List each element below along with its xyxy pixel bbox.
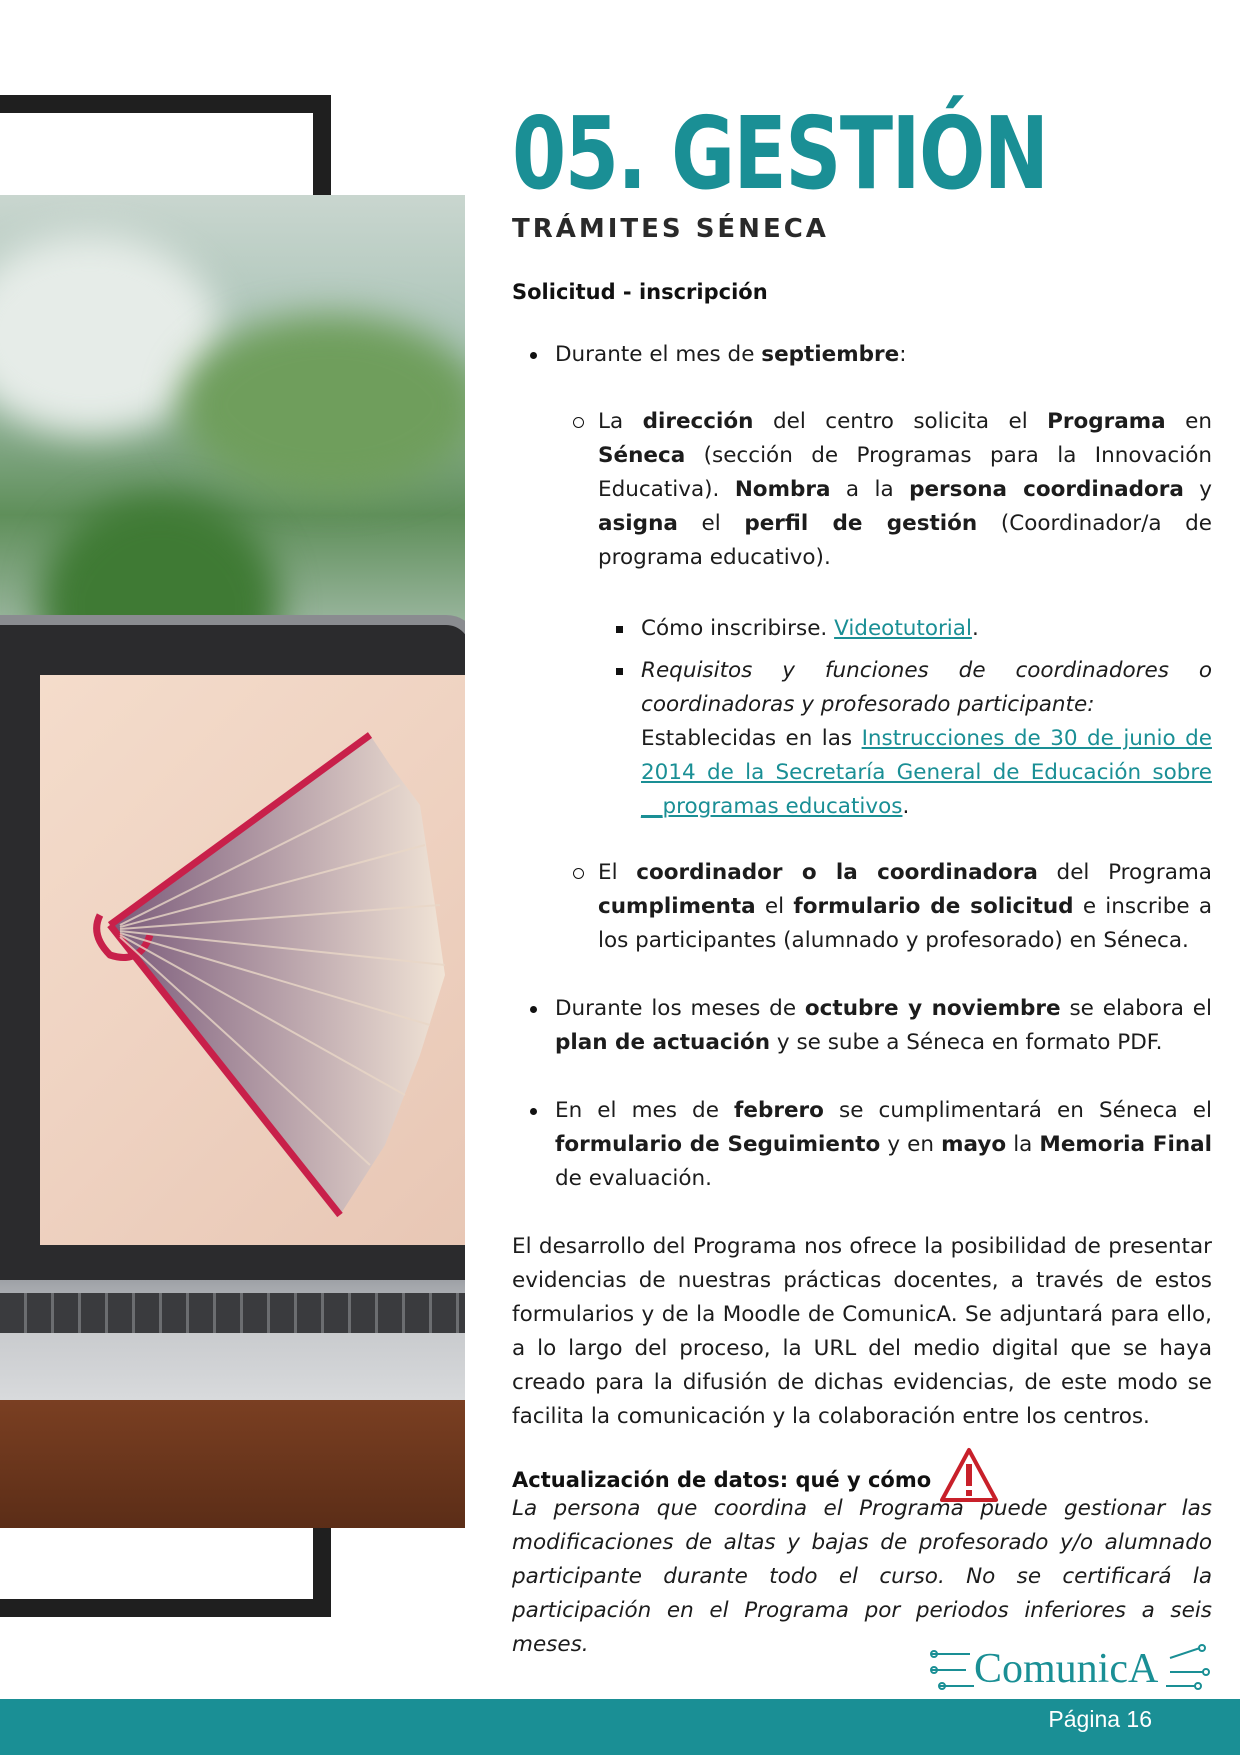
page-title: 05. GESTIÓN (512, 95, 1048, 212)
open-book-illustration (40, 675, 465, 1245)
sub-item-coordinador: El coordinador o la coordinadora del Programa cumplimenta el formulario de solicitud e inscribe a los participantes (alumnado y profesorado) en Séneca. (555, 856, 1212, 958)
actualizacion-paragraph: La persona que coordina el Programa puede gestionar las modificaciones de altas y bajas de profesorado y/o alumnado participante durante todo el curso. No se certificará la participación en el Programa por periodos inferiores a seis meses. (512, 1496, 1212, 1657)
section-heading-solicitud: Solicitud - inscripción (512, 280, 768, 304)
laptop-keyboard (0, 1293, 465, 1333)
section-heading-actualizacion: Actualización de datos: qué y cómo (512, 1468, 932, 1492)
svg-text:ComunicA: ComunicA (974, 1646, 1159, 1692)
comunica-logo (930, 1640, 1212, 1696)
evidencias-paragraph: El desarrollo del Programa nos ofrece la posibilidad de presentar evidencias de nuestras prácticas docentes, a través de estos formularios y de la Moodle de ComunicA. Se adjuntará para ello, a lo largo del proceso, la URL del medio digital que se haya creado para la difusión de dichas evidencias, de este modo se facilita la comunicación y la colaboración entre los centros. (512, 1234, 1212, 1429)
square-item-requisitos: Requisitos y funciones de coordinadores o coordinadoras y profesorado participante: Establecidas en las Instrucciones de 30 de junio de 2014 de la Secretaría General de Educación sobre __programas educativos. (598, 654, 1212, 824)
list-item-septiembre: Durante el mes de septiembre: La dirección del centro solicita el Programa en Séneca (sección de Programas para la Innovación Educativa). Nombra a la persona coordinadora y asigna el perfil de gestión (Coordinador/a de programa educativo). Cómo inscribirse. Videotutorial. Requisitos y funciones de coordinadores o coordinadoras y profesorado participante: Establecidas en las Instrucciones de 30 de junio de 2014 de la Secretaría General de Educación sobre __programas educativos. El coordinador o la coordinadora del Programa cumplimenta el formulario de solicitud e inscribe a los participantes (alumnado y profesorado) en Séneca. (512, 338, 1212, 958)
square-list (598, 612, 1212, 824)
page-number: Página 16 (1048, 1706, 1152, 1732)
square-item-inscribirse: Cómo inscribirse. Videotutorial. (598, 612, 1212, 646)
laptop-screen (40, 675, 465, 1245)
laptop-book-photo (0, 195, 465, 1528)
comunica-circuit-icon (930, 1640, 1212, 1696)
sub-item-direccion: La dirección del centro solicita el Programa en Séneca (sección de Programas para la Innovación Educativa). Nombra a la persona coordinadora y asigna el perfil de gestión (Coordinador/a de programa educativo). Cómo inscribirse. Videotutorial. Requisitos y funciones de coordinadores o coordinadoras y profesorado participante: Establecidas en las Instrucciones de 30 de junio de 2014 de la Secretaría General de Educación sobre __programas educativos. (555, 405, 1212, 824)
main-content (512, 95, 1213, 1662)
warning-triangle-icon (938, 1446, 1000, 1504)
instrucciones-link[interactable]: Instrucciones de 30 de junio de 2014 de la Secretaría General de Educación sobre __programas educativos (641, 726, 1212, 819)
page-subtitle: TRÁMITES SÉNECA (512, 214, 829, 244)
wooden-table (0, 1400, 465, 1528)
main-bullet-list (512, 338, 1212, 1196)
list-item-octubre: Durante los meses de octubre y noviembre se elabora el plan de actuación y se sube a Séneca en formato PDF. (512, 992, 1212, 1060)
list-item-febrero: En el mes de febrero se cumplimentará en Séneca el formulario de Seguimiento y en mayo la Memoria Final de evaluación. (512, 1094, 1212, 1196)
videotutorial-link[interactable]: Videotutorial (834, 616, 972, 641)
sub-list (555, 405, 1212, 958)
